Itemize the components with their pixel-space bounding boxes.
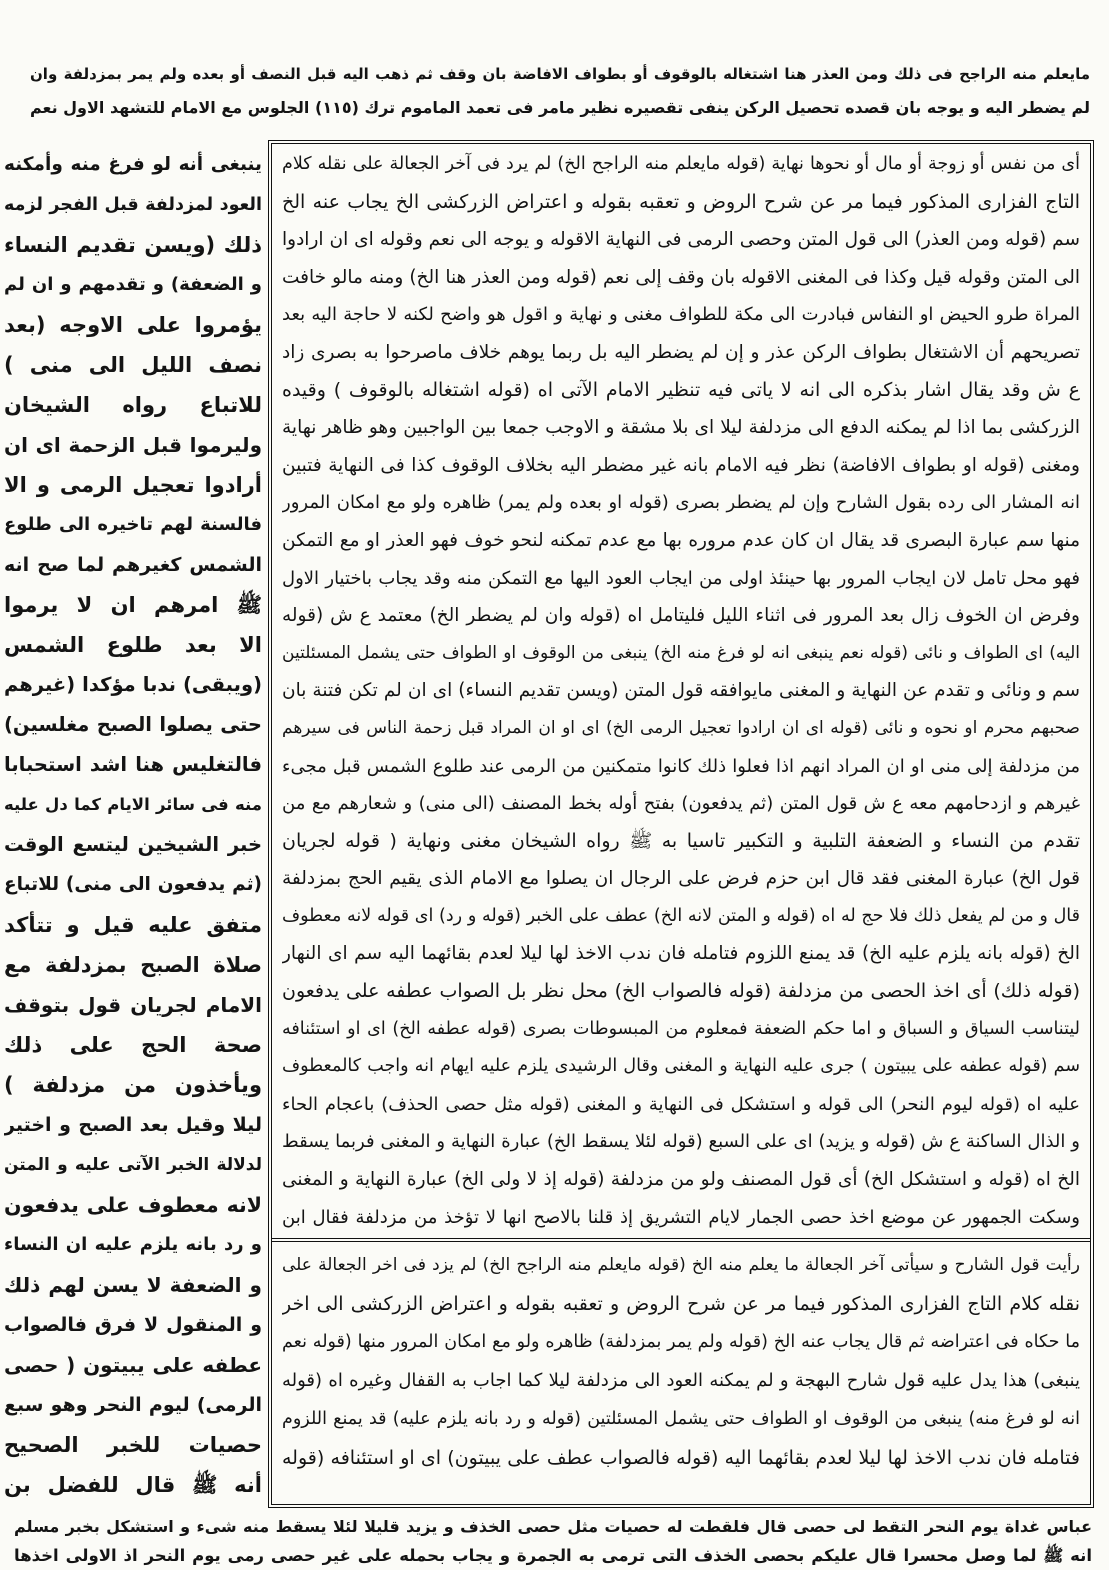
text-line: ومغنى (قوله او بطواف الافاضة) نظر فيه الامام بانه غير مضطر اليه بخلاف الوقوف كذا فى النهاية فتبين <box>282 454 1080 476</box>
text-line: تقدم من النساء و الضعفة التلبية و التكبير تاسيا به ﷺ رواه الشيخان مغنى ونهاية ( قوله لجريان <box>282 829 1080 852</box>
text-line: انه لو فرغ منه) ينبغى من الوقوف او الطواف حتى يشمل المسئلتين (قوله و رد بانه يلزم عليه) قد يمنع اللزوم <box>282 1409 1080 1429</box>
text-line: سم و ونائى و تقدم عن النهاية و المغنى مايوافقه قول المتن (ويسن تقديم النساء) اى ان لم تكن فتنة بان <box>282 680 1080 702</box>
text-line: قول الخ) عبارة المغنى فقد قال ابن حزم فرض على الرجال ان يصلوا مع الامام الذى يقيم الحج بمزدلفة <box>282 868 1080 890</box>
text-line: ع ش وقد يقال اشار بذكره الى انه لا ياتى فيه تنظير الامام الآتى اه (قوله اشتغاله بالوقوف ) وقيده <box>282 378 1080 401</box>
text-line: حصيات للخبر الصحيح <box>4 1433 262 1457</box>
text-line: لانه معطوف على يدفعون <box>4 1193 262 1217</box>
text-line: و الضعفة) و تقدمهم و ان لم <box>4 274 262 295</box>
text-line: لم يضطر اليه و يوجه بان قصده تحصيل الركن ينفى تقصيره نظير مامر فى تعمد الماموم ترك (١١٥) الجلوس مع الامام للتشهد الاول نعم <box>30 98 1090 117</box>
text-line: خبر الشيخين ليتسع الوقت <box>4 833 262 856</box>
text-line: الى المتن وقوله قيل وكذا فى المغنى الاقوله بان وقف إلى نعم (قوله ومن العذر هنا الخ) ومنه مالو خافت <box>282 266 1080 288</box>
text-line: و المنقول لا فرق فالصواب <box>4 1314 262 1336</box>
text-line: فالتغليس هنا اشد استحبابا <box>4 753 262 776</box>
text-line: نقله كلام التاج الفزارى المذكور فيما مر عن شرح الروض و تعقبه بقوله و اعتراض الزركشى الى اخر <box>282 1292 1080 1315</box>
text-line: تصريحهم أن الاشتغال بطواف الركن عذر و إن لم يضطر اليه بل ربما يوهم خلاف ماصرحوا به بصرى زاد <box>282 341 1080 363</box>
text-line: صحة الحج على ذلك <box>4 1033 262 1057</box>
text-line: الشمس كغيرهم لما صح انه <box>4 554 262 576</box>
text-line: ينبغى أنه لو فرغ منه وأمكنه <box>4 154 262 175</box>
commentary-upper <box>282 146 1080 1236</box>
text-line: التاج الفزارى المذكور فيما مر عن شرح الروض و تعقبه بقوله و اعتراض الزركشى الخ يجاب عنه الخ <box>282 190 1080 213</box>
text-line: الزركشى بما اذا لم يمكنه الدفع الى مزدلفة ليلا اى بلا مشقة و الاوجب جمعا بين الواجبين وهو ظاهر نهاية <box>282 417 1080 439</box>
text-line: اليه) اى الطواف و نائى (قوله نعم ينبغى انه لو فرغ منه الخ) ينبغى من الوقوف او الطواف حتى يشمل المسئلتين <box>282 642 1080 663</box>
text-line: ما حكاه فى اعتراضه ثم قال يجاب عنه الخ (قوله ولم يمر بمزدلفة) ظاهره ولو مع امكان المرور منها (قوله نعم <box>282 1332 1080 1352</box>
text-line: رأيت قول الشارح و سيأتى آخر الجعالة ما يعلم منه الخ (قوله مايعلم منه الراجح الخ) لم يزد فى اخر الجعالة على <box>282 1255 1080 1275</box>
commentary-lower <box>282 1246 1080 1477</box>
text-line: ذلك (ويسن تقديم النساء <box>4 233 262 257</box>
text-line: الرمى) ليوم النحر وهو سبع <box>4 1394 262 1416</box>
text-line: أنه ﷺ قال للفضل بن <box>4 1473 262 1497</box>
main-text-top <box>30 58 1090 124</box>
text-line: ليلا وقيل بعد الصبح و اختير <box>4 1114 262 1136</box>
text-line: عباس غداة يوم النحر التقط لى حصى قال فلقطت له حصيات مثل حصى الخذف و يزيد قليلا لئلا يسقط منه شىء و استشكل بخبر مسلم <box>14 1517 1092 1536</box>
text-line: عليه اه (قوله ليوم النحر) الى قوله و استشكل فى النهاية و المغنى (قوله مثل حصى الحذف) باعجام الحاء <box>282 1093 1080 1115</box>
text-line: ﷺ امرهم ان لا يرموا <box>4 593 262 617</box>
text-line: انه المشار الى رده بقول الشارح وإن لم يضطر بصرى (قوله او بعده ولم يمر) ظاهره ولو مع امكان المرور <box>282 492 1080 514</box>
text-line: الخ (قوله بانه يلزم عليه الخ) قد يمنع اللزوم فتامله فان ندب الاخذ لها ليلا لعدم بقائهما اليه سم اى النهار <box>282 943 1080 965</box>
text-line: عطفه على يبيتون ( حصى <box>4 1353 262 1377</box>
text-line: أرادوا تعجيل الرمى و الا <box>4 473 262 497</box>
commentary-separator <box>272 1238 1090 1242</box>
text-line: (ويبقى) ندبا مؤكدا (غيرهم <box>4 673 262 696</box>
text-line: يؤمروا على الاوجه (بعد <box>4 313 262 337</box>
text-line: و الضعفة لا يسن لهم ذلك <box>4 1273 262 1297</box>
text-line: للاتباع رواه الشيخان <box>4 393 262 417</box>
text-line: قال و من لم يفعل ذلك فلا حج له اه (قوله و المتن لانه الخ) عطف على الخبر (قوله و رد) اى قوله لانه معطوف <box>282 905 1080 926</box>
text-line: الخ اه (قوله و استشكل الخ) أى قول المصنف ولو من مزدلفة (قوله إذ لا ولى الخ) عبارة النهاية و المغنى <box>282 1169 1080 1191</box>
text-line: العود لمزدلفة قبل الفجر لزمه <box>4 195 262 215</box>
text-line: المراة طرو الحيض او النفاس فبادرت الى مكة للطواف مغنى و نهاية و اقول هو واضح لكنه لا حاجة اليه بعد <box>282 304 1080 326</box>
text-line: مايعلم منه الراجح فى ذلك ومن العذر هنا اشتغاله بالوقوف أو بطواف الافاضة بان وقف ثم ذهب اليه قبل النصف أو بعده ولم يمر بمزدلفة وان <box>30 65 1090 83</box>
text-line: الا بعد طلوع الشمس <box>4 633 262 657</box>
text-line: (قوله ذلك) أى اخذ الحصى من مزدلفة (قوله فالصواب الخ) محل نظر بل الصواب عطفه على يدفعون <box>282 980 1080 1003</box>
text-line: ينبغى) هذا يدل عليه قول شارح البهجة و لم يمكنه العود الى مزدلفة ليلا كما اجاب به القفال وغيره اه (قوله <box>282 1369 1080 1391</box>
text-line: أى من نفس أو زوجة أو مال أو نحوها نهاية (قوله مايعلم منه الراجح الخ) لم يرد فى آخر الجعالة على نقله كلام <box>282 154 1080 174</box>
text-line: ليتناسب السياق و السباق و اما حكم الضعفة فمعلوم من المبسوطات بصرى (قوله عطفه الخ) اى او استئنافه <box>282 1018 1080 1039</box>
text-line: منها سم عبارة البصرى قد يقال ان كان عدم مروره بها مع عدم تمكنه لنحو خوف فهو العذر او مع التمكن <box>282 529 1080 551</box>
text-line: فالسنة لهم تاخيره الى طلوع <box>4 514 262 535</box>
text-line: انه ﷺ لما وصل محسرا قال عليكم بحصى الخذف التى ترمى به الجمرة و يجاب بحمله على غير حصى رمى يوم النحر اذ الاولى اخذها <box>14 1546 1092 1565</box>
text-line: الامام لجريان قول بتوقف <box>4 993 262 1017</box>
text-line: حتى يصلوا الصبح مغلسين) <box>4 713 262 736</box>
text-line: منه فى سائر الايام كما دل عليه <box>4 795 262 814</box>
text-line: وفرض ان الخوف زال بعد المرور فى اثناء الليل فليتامل اه (قوله وان لم يضطر الخ) معتمد ع ش (قوله <box>282 605 1080 627</box>
text-line: سم (قوله عطفه على يبيتون ) جرى عليه النهاية و المغنى وقال الرشيدى يلزم عليه ايهام انه واجب كالمعطوف <box>282 1056 1080 1077</box>
text-line: صلاة الصبح بمزدلفة مع <box>4 953 262 977</box>
text-line: و الذال الساكنة ع ش (قوله و يزيد) اى على السبع (قوله لئلا يسقط الخ) عبارة النهاية و المغنى فربما يسقط <box>282 1131 1080 1153</box>
text-line: من مزدلفة إلى منى او ان المراد انهم اذا فعلوا ذلك كانوا متمكنين من الرمى عند طلوع الشمس قبل مجىء <box>282 755 1080 777</box>
text-line: غيرهم و ازدحامهم معه ع ش قول المتن (ثم يدفعون) بفتح أوله بخط المصنف (الى منى) و شعارهم مع من <box>282 793 1080 815</box>
text-line: (ثم يدفعون الى منى) للاتباع <box>4 874 262 895</box>
text-line: فهو محل تامل لان ايجاب المرور بها حينئذ اولى من ايجاب العود اليها مع التمكن منه وقد يجاب باختيار الاول <box>282 567 1080 589</box>
text-line: سم (قوله ومن العذر) الى قول المتن وحصى الرمى فى النهاية الاقوله و يوجه الى نعم وقوله اى ان ارادوا <box>282 229 1080 251</box>
main-text-bottom <box>14 1512 1092 1570</box>
text-line: وسكت الجمهور عن موضع اخذ حصى الجمار لايام التشريق إذ قلنا بالاصح انها لا تؤخذ من مزدلفة فقال ابن <box>282 1206 1080 1228</box>
text-line: فتامله فان ندب الاخذ لها ليلا لعدم بقائهما اليه (قوله فالصواب عطف على يبيتون) اى او استئنافه (قوله <box>282 1446 1080 1469</box>
text-line: و رد بانه يلزم عليه ان النساء <box>4 1234 262 1255</box>
text-line: صحبهم محرم او نحوه و نائى (قوله اى ان ارادوا تعجيل الرمى الخ) اى او ان المراد قبل زحمة الناس فى سيرهم <box>282 717 1080 738</box>
text-line: لدلالة الخبر الآتى عليه و المتن <box>4 1155 262 1175</box>
text-line: وليرموا قبل الزحمة اى ان <box>4 433 262 457</box>
text-line: نصف الليل الى منى ) <box>4 353 262 377</box>
text-line: متفق عليه قيل و تتأكد <box>4 913 262 937</box>
text-line: ويأخذون من مزدلفة ) <box>4 1073 262 1097</box>
marginal-text <box>4 145 262 1505</box>
